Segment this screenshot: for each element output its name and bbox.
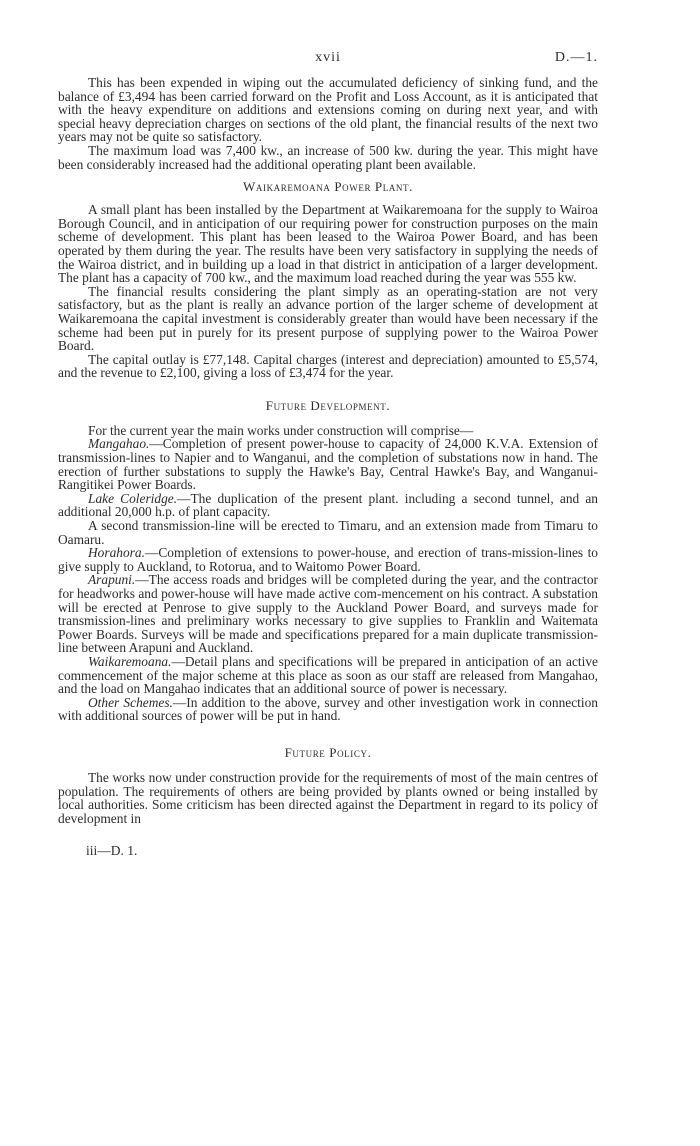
scheme-name-mangahao: Mangahao. [88,436,150,452]
scheme-text-waikaremoana: —Detail plans and specifications will be prepared in anticipation of an active commencement of the major scheme at this place as soon as our staff are released from Mangahao, and the load on Mangahao indicates that an additional source of power is necessary. [58,653,598,697]
document-page [58,50,598,859]
scheme-name-other: Other Schemes. [88,694,173,710]
paragraph-mangahao [58,437,598,491]
scheme-text-mangahao: —Completion of present power-house to capacity of 24,000 K.V.A. Extension of transmission-lines to Napier and to Wanganui, and the completion of substations now in hand. The erection of further substations to supply the Hawke's Bay, Central Hawke's Bay, and Wanganui-Rangitikei Power Boards. [58,436,598,493]
scheme-name-lake-coleridge: Lake Coleridge. [88,490,178,506]
section-heading-future-development: Future Development. [265,397,391,413]
scheme-name-arapuni: Arapuni. [88,572,136,588]
section-heading-waikaremoana-power-plant: Waikaremoana Power Plant. [243,179,413,195]
page-header [58,50,598,76]
paragraph-other-schemes [58,696,598,723]
paragraph-waikaremoana-plant: A small plant has been installed by the Department at Waikaremoana for the supply to Wairoa Borough Council, and in anticipation of our requiring power for construction purposes on the main scheme of development. This plant has been leased to the Wairoa Power Board, and has been operated by them during the year. The results have been very satisfactory in supplying the needs of the Wairoa district, and in building up a load in that district in anticipation of a larger development. The plant has a capacity of 700 kw., and the maximum load reached during the year was 555 kw. [58,202,598,286]
paragraph-maximum-load: The maximum load was 7,400 kw., an increase of 500 kw. during the year. This might have been considerably increased had the additional operating plant been available. [58,142,598,172]
scheme-name-waikaremoana: Waikaremoana. [88,653,172,669]
scheme-text-lake-coleridge: —The duplication of the present plant. including a second tunnel, and an additional 20,000 h.p. of plant capacity. [58,490,598,520]
paragraph-waikaremoana-financial: The financial results considering the plant simply as an operating-station are not very satisfactory, but as the plant is really an advance portion of the larger scheme of development at Waikaremoana the capital investment is considerably greater than would have been necessary if the scheme had been put in purely for its present purpose of supplying power to the Wairoa Power Board. [58,283,598,354]
scheme-text-horahora: —Completion of extensions to power-house, and erection of trans-mission-lines to give supply to Auckland, to Rotorua, and to Waitomo Power Board. [58,545,598,574]
page-signature: iii—D. 1. [86,843,138,859]
paragraph-lake-coleridge [58,492,598,519]
document-reference: D.—1. [554,50,598,65]
scheme-name-horahora: Horahora. [88,545,145,561]
scheme-text-arapuni: —The access roads and bridges will be completed during the year, and the contractor for headworks and power-house will have made active com-mencement on his contract. A substation will be erected at Penrose to give supply to the Auckland Power Board, and surveys made for transmission-lines and preliminary works necessary to give supplies to Franklin and Waitemata Power Boards. Surveys will be made and specifications prepared for a main duplicate transmission-line between Arapuni and Auckland. [58,572,598,656]
paragraph-development-intro: For the current year the main works under construction will comprise— [88,422,474,438]
page-number: xvii [315,50,341,65]
section-heading-future-policy: Future Policy. [284,744,372,760]
paragraph-arapuni [58,573,598,655]
paragraph-sinking-fund: This has been expended in wiping out the accumulated deficiency of sinking fund, and the balance of £3,494 has been carried forward on the Profit and Loss Account, as it is anticipated that with the heavy expenditure on additions and extensions coming on during next year, and with special heavy depreciation charges on sections of the old plant, the financial results of the next two years may not be quite so satisfactory. [58,75,598,145]
paragraph-waikaremoana-capital: The capital outlay is £77,148. Capital charges (interest and depreciation) amounted to £5,574, and the revenue to £2,100, giving a loss of £3,474 for the year. [58,351,598,381]
paragraph-horahora [58,546,598,573]
paragraph-timaru-line: A second transmission-line will be erected to Timaru, and an extension made from Timaru to Oamaru. [58,518,598,547]
paragraph-future-policy: The works now under construction provide for the requirements of most of the main centres of population. The requirements of others are being provided by plants owned or being installed by local authorities. Some criticism has been directed against the Department in regard to its policy of development in [58,769,598,826]
paragraph-waikaremoana-scheme [58,655,598,696]
scheme-text-other: —In addition to the above, survey and other investigation work in connection with additional sources of power will be put in hand. [58,694,598,724]
